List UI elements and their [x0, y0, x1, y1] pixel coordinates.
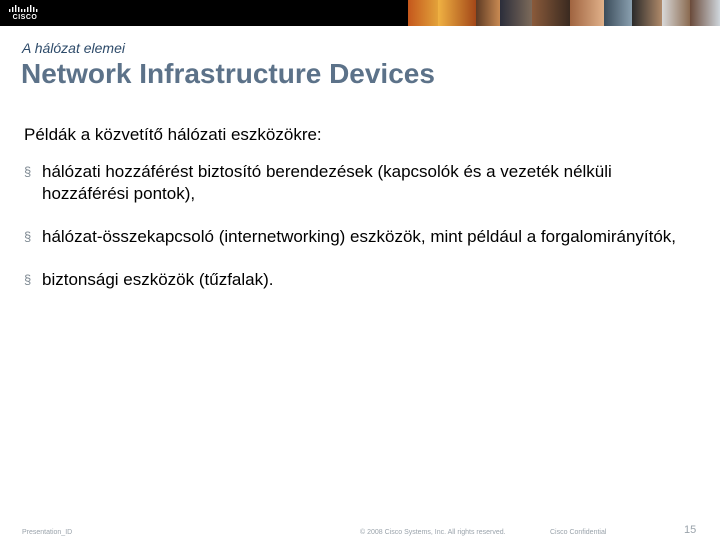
bullet-list	[24, 161, 694, 312]
photo-tile	[500, 0, 532, 26]
list-item	[24, 226, 694, 248]
cisco-bars-icon	[8, 4, 42, 14]
list-item	[24, 269, 694, 291]
list-item	[24, 161, 694, 205]
bullet-text: biztonsági eszközök (tűzfalak).	[42, 270, 274, 289]
bullet-icon: §	[24, 272, 32, 287]
photo-tile	[532, 0, 570, 26]
slide-title: Network Infrastructure Devices	[21, 58, 435, 89]
slide-subtitle: A hálózat elemei	[22, 40, 125, 56]
photo-tile	[632, 0, 662, 26]
footer-presentation-id: Presentation_ID	[22, 529, 73, 536]
photo-tile	[570, 0, 604, 26]
photo-tile	[476, 0, 500, 26]
page-number: 15	[684, 524, 697, 536]
bullet-text: hálózati hozzáférést biztosító berendezések (kapcsolók és a vezeték nélküli hozzáférési pontok),	[42, 162, 612, 203]
photo-tile	[408, 0, 438, 26]
intro-text: Példák a közvetítő hálózati eszközökre:	[24, 125, 322, 144]
footer-copyright: © 2008 Cisco Systems, Inc. All rights reserved.	[360, 529, 506, 536]
bullet-icon: §	[24, 229, 32, 244]
footer-confidential: Cisco Confidential	[550, 529, 607, 536]
photo-tile	[662, 0, 690, 26]
bullet-text: hálózat-összekapcsoló (internetworking) eszközök, mint például a forgalomirányítók,	[42, 227, 677, 246]
header-bar	[0, 0, 720, 26]
logo-text: CISCO	[12, 14, 38, 21]
header-photo-strip	[408, 0, 720, 26]
photo-tile	[438, 0, 476, 26]
cisco-logo	[8, 4, 42, 22]
photo-tile	[690, 0, 720, 26]
photo-tile	[604, 0, 632, 26]
bullet-icon: §	[24, 164, 32, 179]
